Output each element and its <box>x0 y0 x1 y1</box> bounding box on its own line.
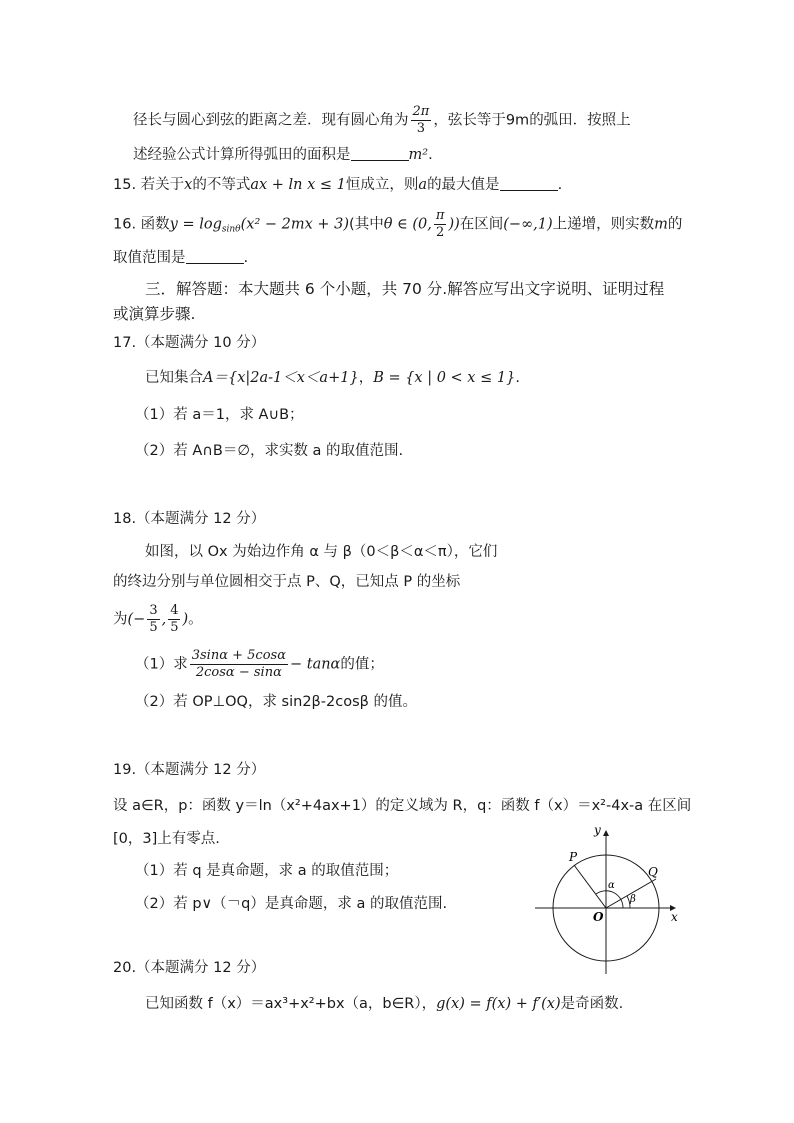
q15 <box>113 175 562 195</box>
q20-line1 <box>145 994 623 1014</box>
label-q: Q <box>648 865 658 879</box>
q14-text-d: 述经验公式计算所得弧田的面积是 <box>133 147 351 163</box>
section3-line2: 或演算步骤. <box>113 305 196 323</box>
q18-coord-open: (− <box>127 611 146 628</box>
q15-var-x: x <box>184 177 193 193</box>
q16-pi-numerator: π <box>435 208 445 223</box>
q18-expr-fraction <box>190 648 288 681</box>
q18-line2: 的终边分别与单位圆相交于点 P、Q，已知点 P 的坐标 <box>113 574 461 590</box>
q18-px-numerator: 3 <box>149 603 158 618</box>
q14-chord: 9m <box>505 112 530 129</box>
q14-text-c: 的弧田．按照上 <box>529 112 631 129</box>
q14-line2 <box>133 145 433 165</box>
q16-pi-denominator: 2 <box>436 225 445 240</box>
q19-line1: 设 a∈R，p：函数 y＝ln（x²+4ax+1）的定义域为 R，q：函数 f（x）＝x²-4x-a 在区间 <box>113 798 692 814</box>
q18-px-denominator: 5 <box>149 620 158 635</box>
q16-answer-blank <box>186 262 244 264</box>
q20-line1-b: 是奇函数. <box>560 996 624 1012</box>
q16-line2 <box>113 248 248 268</box>
q16-func-lhs: y = log <box>169 216 222 233</box>
q16-text-c: 在区间 <box>459 216 504 233</box>
q16-func-arg: (x² − 2mx + 3) <box>240 216 350 233</box>
q17-header: 17.（本题满分 10 分） <box>113 335 266 351</box>
q14-line1 <box>133 104 631 137</box>
q18-py-numerator: 4 <box>170 603 179 618</box>
q14-angle-denominator: 3 <box>416 121 426 136</box>
q15-number: 15. <box>113 177 137 193</box>
q15-text-a: 若关于 <box>140 177 185 193</box>
label-y: y <box>594 823 601 837</box>
q20-g-def: g(x) = f(x) + f′(x) <box>436 996 561 1012</box>
q18-part1 <box>135 648 384 681</box>
q17-part2: （2）若 A∩B＝∅，求实数 a 的取值范围. <box>135 443 404 459</box>
unit-circle-figure <box>530 818 690 978</box>
q18-coord-close: ) <box>182 611 189 628</box>
q18-py-fraction <box>168 603 180 636</box>
q15-var-a: a <box>418 177 428 193</box>
q18-line1: 如图，以 Ox 为始边作角 α 与 β（0＜β＜α＜π），它们 <box>145 544 498 560</box>
label-x: x <box>671 910 678 924</box>
q15-answer-blank <box>500 189 558 191</box>
q16-theta-range-b: )) <box>448 216 460 233</box>
q18-py-denominator: 5 <box>170 620 179 635</box>
q18-px-fraction <box>147 603 159 636</box>
q14-text-b: ，弦长等于 <box>433 112 506 129</box>
label-beta: β <box>630 894 636 905</box>
q15-text-b: 的不等式 <box>192 177 251 193</box>
ray-op <box>574 865 606 908</box>
q16-end: . <box>243 250 249 266</box>
q16-text-d: 上递增，则实数 <box>552 216 655 233</box>
q16-line2-text: 取值范围是 <box>113 250 186 266</box>
q20-line1-a: 已知函数 f（x）＝ax³+x²+bx（a，b∈R）， <box>145 996 437 1012</box>
q15-text-d: 的最大值是 <box>427 177 500 193</box>
section3-line1: 三．解答题：本大题共 6 个小题，共 70 分.解答应写出文字说明、证明过程 <box>145 280 665 298</box>
q18-coord-end: 。 <box>188 611 203 628</box>
q18-expr-numerator: 3sinα + 5cosα <box>191 648 286 663</box>
q14-angle-numerator: 2π <box>412 104 430 119</box>
q19-header: 19.（本题满分 12 分） <box>113 762 266 778</box>
q16-theta-range-a: θ ∈ (0, <box>383 216 432 233</box>
q18-p1-b: 的值； <box>340 656 384 673</box>
q15-end: . <box>557 177 563 193</box>
q14-answer-blank <box>351 159 409 161</box>
q15-inequality: ax + ln x ≤ 1 <box>250 177 346 193</box>
label-o: O <box>593 910 604 924</box>
q16-line1 <box>113 208 682 241</box>
label-p: P <box>569 850 578 864</box>
q18-coordinates <box>113 603 203 636</box>
q16-func-base: sinθ <box>221 224 241 235</box>
q19-part1: （1）若 q 是真命题，求 a 的取值范围； <box>135 863 399 879</box>
q14-unit: m² <box>408 147 429 163</box>
q19-part2: （2）若 p∨（￢q）是真命题，求 a 的取值范围. <box>135 896 448 912</box>
q18-coord-a: 为 <box>113 611 128 628</box>
q17-set-b: B = {x | 0 < x ≤ 1} <box>373 370 516 386</box>
q16-text-e: 的 <box>667 216 683 233</box>
q18-expr-denominator: 2cosα − sinα <box>195 665 282 680</box>
q16-text-a: 函数 <box>140 216 170 233</box>
q18-header: 18.（本题满分 12 分） <box>113 511 266 527</box>
q17-intro-a: 已知集合 <box>145 370 203 386</box>
q18-coord-comma: , <box>161 611 167 628</box>
q18-expr-tail: − tanα <box>289 656 341 673</box>
q17-intro <box>145 368 520 388</box>
q16-number: 16. <box>113 216 137 233</box>
q14-text-a: 径长与圆心到弦的距离之差．现有圆心角为 <box>133 112 409 129</box>
q20-header: 20.（本题满分 12 分） <box>113 960 266 976</box>
q17-intro-end: . <box>515 370 520 386</box>
q18-p1-a: （1）求 <box>135 656 188 673</box>
q17-set-a: A＝{x|2a-1＜x＜a+1} <box>203 370 359 386</box>
q17-sep: ， <box>358 370 374 386</box>
q16-pi-fraction <box>434 208 447 241</box>
q18-part2: （2）若 OP⊥OQ，求 sin2β-2cosβ 的值。 <box>135 694 418 710</box>
q16-interval: (−∞,1) <box>503 216 553 233</box>
q19-line2: [0，3]上有零点. <box>113 831 220 847</box>
q16-text-b: (其中 <box>349 216 384 233</box>
y-axis-arrow-icon <box>603 830 609 836</box>
q15-text-c: 恒成立，则 <box>345 177 419 193</box>
label-alpha: α <box>608 880 615 891</box>
q16-var-m: m <box>654 216 668 233</box>
q17-part1: （1）若 a＝1，求 A∪B； <box>135 407 304 423</box>
q14-angle-fraction <box>411 104 432 137</box>
q14-end: . <box>428 147 433 163</box>
